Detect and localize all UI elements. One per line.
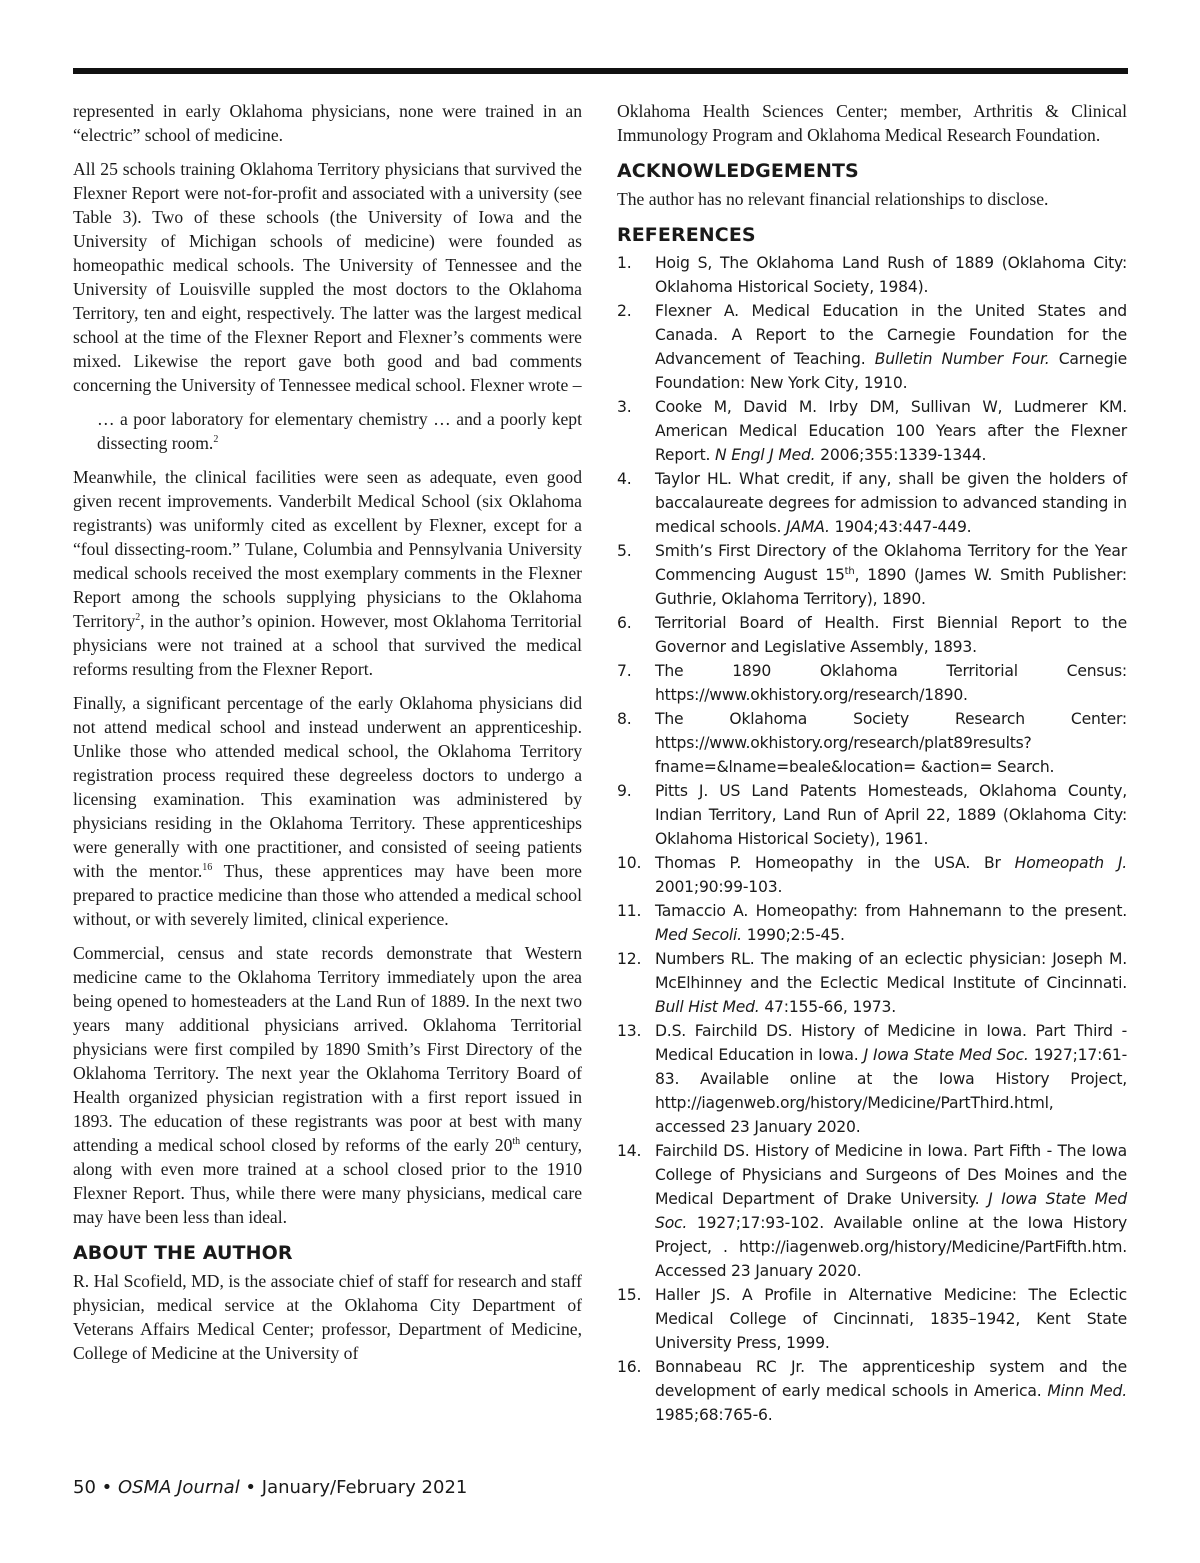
acknowledgements-heading: ACKNOWLEDGEMENTS bbox=[617, 160, 859, 182]
citation-superscript: 2 bbox=[213, 434, 219, 446]
paragraph bbox=[73, 465, 582, 681]
reference-item bbox=[617, 395, 1127, 467]
top-rule bbox=[73, 68, 1128, 74]
reference-number: 10. bbox=[617, 854, 642, 872]
references-list bbox=[617, 251, 1127, 1427]
reference-number: 11. bbox=[617, 902, 642, 920]
reference-journal: Minn Med. bbox=[1047, 1382, 1127, 1400]
reference-item bbox=[617, 851, 1127, 899]
block-quote bbox=[97, 407, 582, 455]
citation-superscript: 2 bbox=[135, 612, 141, 624]
right-column bbox=[617, 99, 1127, 1427]
footer-separator: • bbox=[239, 1477, 262, 1498]
reference-item bbox=[617, 251, 1127, 299]
reference-item bbox=[617, 899, 1127, 947]
reference-item bbox=[617, 467, 1127, 539]
reference-number: 2. bbox=[617, 302, 632, 320]
journal-name: OSMA Journal bbox=[117, 1477, 240, 1498]
reference-item bbox=[617, 779, 1127, 851]
reference-text: Fairchild DS. History of Medicine in Iowa. Part Fifth - The Iowa College of Physicians and Surgeons of Des Moines and the Medical Department of Drake University. bbox=[655, 1142, 1127, 1208]
about-author-continued: Oklahoma Health Sciences Center; member, Arthritis & Clinical Immunology Program and Oklahoma Medical Research Foundation. bbox=[617, 101, 1127, 145]
paragraph bbox=[73, 941, 582, 1229]
reference-number: 8. bbox=[617, 710, 632, 728]
reference-text: Territorial Board of Health. First Biennial Report to the Governor and Legislative Assembly, 1893. bbox=[655, 614, 1127, 656]
reference-number: 13. bbox=[617, 1022, 642, 1040]
reference-text: Haller JS. A Profile in Alternative Medicine: The Eclectic Medical College of Cincinnati, 1835–1942, Kent State University Press, 1999. bbox=[655, 1286, 1127, 1352]
reference-number: 14. bbox=[617, 1142, 642, 1160]
page-number: 50 bbox=[73, 1477, 96, 1498]
reference-item bbox=[617, 659, 1127, 707]
paragraph: All 25 schools training Oklahoma Territory physicians that survived the Flexner Report were not-for-profit and associated with a university (see Table 3). Two of these schools (the University of Iowa and the University of Michigan schools of medicine) were founded as homeopathic medical schools. The University of Tennessee and the University of Louisville suppled the most doctors to the Oklahoma Territory, ten and eight, respectively. The latter was the largest medical school at the time of the Flexner Report and Flexner’s comments were mixed. Likewise the report gave both good and bad comments concerning the University of Tennessee medical school. Flexner wrote – bbox=[73, 159, 582, 395]
page-footer bbox=[73, 1476, 467, 1500]
reference-item bbox=[617, 611, 1127, 659]
reference-number: 3. bbox=[617, 398, 632, 416]
reference-text: Taylor HL. What credit, if any, shall be given the holders of baccalaureate degrees for admission to advanced standing in medical schools. bbox=[655, 470, 1127, 536]
reference-text: Thomas P. Homeopathy in the USA. Br bbox=[655, 854, 1015, 872]
paragraph-text: Meanwhile, the clinical facilities were seen as adequate, even good given recent improvements. Vanderbilt Medical School (six Oklahoma registrants) was uniformly cited as excellent by Flexner, except for a “foul dissecting-room.” Tulane, Columbia and Pennsylvania University medical schools received the most exemplary comments in the Flexner Report among the schools supplying physicians to the Oklahoma Territory bbox=[73, 467, 582, 631]
reference-text: D.S. Fairchild DS. History of Medicine in Iowa. Part Third - Medical Education in Iowa. bbox=[655, 1022, 1127, 1064]
left-column bbox=[73, 99, 582, 1375]
reference-number: 16. bbox=[617, 1358, 642, 1376]
reference-number: 12. bbox=[617, 950, 642, 968]
reference-text: , 1890 (James W. Smith Publisher: Guthrie, Oklahoma Territory), 1890. bbox=[655, 566, 1127, 608]
about-author-text: R. Hal Scofield, MD, is the associate chief of staff for research and staff physician, medical service at the Oklahoma City Department of Veterans Affairs Medical Center; professor, Department of Medicine, College of Medicine at the University of bbox=[73, 1271, 582, 1363]
reference-text: 47:155-66, 1973. bbox=[759, 998, 897, 1016]
footer-separator: • bbox=[95, 1477, 118, 1498]
reference-superscript: th bbox=[844, 565, 855, 577]
paragraph-text: century, along with even more trained at a school closed prior to the 1910 Flexner Report. Thus, while there were many physicians, medical care may have been less than ideal. bbox=[73, 1135, 582, 1227]
reference-item bbox=[617, 1139, 1127, 1283]
ordinal-superscript: th bbox=[512, 1136, 521, 1148]
reference-item bbox=[617, 299, 1127, 395]
reference-item bbox=[617, 539, 1127, 611]
reference-journal: Med Secoli. bbox=[655, 926, 742, 944]
paragraph bbox=[73, 691, 582, 931]
reference-number: 15. bbox=[617, 1286, 642, 1304]
reference-item bbox=[617, 947, 1127, 1019]
reference-text: 2001;90:99-103. bbox=[655, 878, 783, 896]
acknowledgements-text: The author has no relevant financial relationships to disclose. bbox=[617, 189, 1049, 209]
reference-number: 4. bbox=[617, 470, 632, 488]
issue-date: January/February 2021 bbox=[261, 1477, 468, 1498]
reference-text: 1904;43:447-449. bbox=[829, 518, 972, 536]
reference-text: Bonnabeau RC Jr. The apprenticeship system and the development of early medical schools in America. bbox=[655, 1358, 1127, 1400]
reference-text: Flexner A. Medical Education in the United States and Canada. A Report to the Carnegie Foundation for the Advancement of Teaching. bbox=[655, 302, 1127, 368]
references-heading: REFERENCES bbox=[617, 224, 756, 246]
reference-text: 1990;2:5-45. bbox=[741, 926, 845, 944]
reference-journal: J Iowa State Med Soc. bbox=[655, 1190, 1127, 1232]
reference-text: 1927;17:61-83. Available online at the Iowa History Project, http://iagenweb.org/history/Medicine/PartThird.html, accessed 23 January 2020. bbox=[655, 1046, 1127, 1136]
reference-item bbox=[617, 1355, 1127, 1427]
reference-journal: Bulletin Number Four. bbox=[874, 350, 1050, 368]
reference-text: Smith’s First Directory of the Oklahoma Territory for the Year Commencing August 15 bbox=[655, 542, 1127, 584]
reference-text: Tamaccio A. Homeopathy: from Hahnemann to the present. bbox=[655, 902, 1127, 920]
reference-journal: N Engl J Med. bbox=[715, 446, 816, 464]
reference-text: Numbers RL. The making of an eclectic physician: Joseph M. McElhinney and the Eclectic Medical Institute of Cincinnati. bbox=[655, 950, 1127, 992]
reference-text: 2006;355:1339-1344. bbox=[815, 446, 987, 464]
reference-number: 9. bbox=[617, 782, 632, 800]
reference-text: 1985;68:765-6. bbox=[655, 1406, 773, 1424]
paragraph: represented in early Oklahoma physicians, none were trained in an “electric” school of medicine. bbox=[73, 101, 582, 145]
paragraph-text: Commercial, census and state records demonstrate that Western medicine came to the Oklahoma Territory immediately upon the area being opened to homesteaders at the Land Run of 1889. In the next two years many additional physicians arrived. Oklahoma Territorial physicians were first compiled by 1890 Smith’s First Directory of the Oklahoma Territory. The next year the Oklahoma Territory Board of Health organized physician registration with a first report issued in 1893. The education of these registrants was poor at best with many attending a medical school closed by reforms of the early 20 bbox=[73, 943, 582, 1155]
reference-text: Carnegie Foundation: New York City, 1910. bbox=[655, 350, 1127, 392]
reference-journal: J Iowa State Med Soc. bbox=[863, 1046, 1029, 1064]
paragraph-text: Finally, a significant percentage of the early Oklahoma physicians did not attend medical school and instead underwent an apprenticeship. Unlike those who attended medical school, the Oklahoma Territory registration process required these degreeless doctors to undergo a licensing examination. This examination was administered by physicians residing in the Oklahoma Territory. These apprenticeships were generally with one practitioner, and consisted of seeing patients with the mentor. bbox=[73, 693, 582, 881]
paragraph-text: , in the author’s opinion. However, most Oklahoma Territorial physicians were not trained at a school that survived the medical reforms resulting from the Flexner Report. bbox=[73, 611, 582, 679]
reference-number: 5. bbox=[617, 542, 632, 560]
quote-text: … a poor laboratory for elementary chemistry … and a poorly kept dissecting room. bbox=[97, 409, 582, 453]
reference-text: Hoig S, The Oklahoma Land Rush of 1889 (Oklahoma City: Oklahoma Historical Society, 1984). bbox=[655, 254, 1127, 296]
reference-journal: Bull Hist Med. bbox=[655, 998, 760, 1016]
reference-text: Cooke M, David M. Irby DM, Sullivan W, Ludmerer KM. American Medical Education 100 Years after the Flexner Report. bbox=[655, 398, 1127, 464]
reference-text: The 1890 Oklahoma Territorial Census: https://www.okhistory.org/research/1890. bbox=[655, 662, 1127, 704]
reference-journal: Homeopath J. bbox=[1014, 854, 1128, 872]
reference-item bbox=[617, 1019, 1127, 1139]
reference-text: The Oklahoma Society Research Center: https://www.okhistory.org/research/plat89results?fname=&lname=beale&location= &action= Search. bbox=[655, 710, 1127, 776]
reference-text: Pitts J. US Land Patents Homesteads, Oklahoma County, Indian Territory, Land Run of April 22, 1889 (Oklahoma City: Oklahoma Historical Society), 1961. bbox=[655, 782, 1127, 848]
reference-journal: JAMA. bbox=[786, 518, 830, 536]
reference-number: 1. bbox=[617, 254, 632, 272]
reference-text: 1927;17:93-102. Available online at the Iowa History Project, . http://iagenweb.org/history/Medicine/PartFifth.htm. Accessed 23 January 2020. bbox=[655, 1214, 1127, 1280]
reference-item bbox=[617, 1283, 1127, 1355]
reference-number: 7. bbox=[617, 662, 632, 680]
citation-superscript: 16 bbox=[202, 862, 213, 874]
reference-number: 6. bbox=[617, 614, 632, 632]
reference-item bbox=[617, 707, 1127, 779]
paragraph-text: Thus, these apprentices may have been more prepared to practice medicine than those who attended a medical school without, or with severely limited, clinical experience. bbox=[73, 861, 582, 929]
about-author-heading: ABOUT THE AUTHOR bbox=[73, 1242, 293, 1264]
